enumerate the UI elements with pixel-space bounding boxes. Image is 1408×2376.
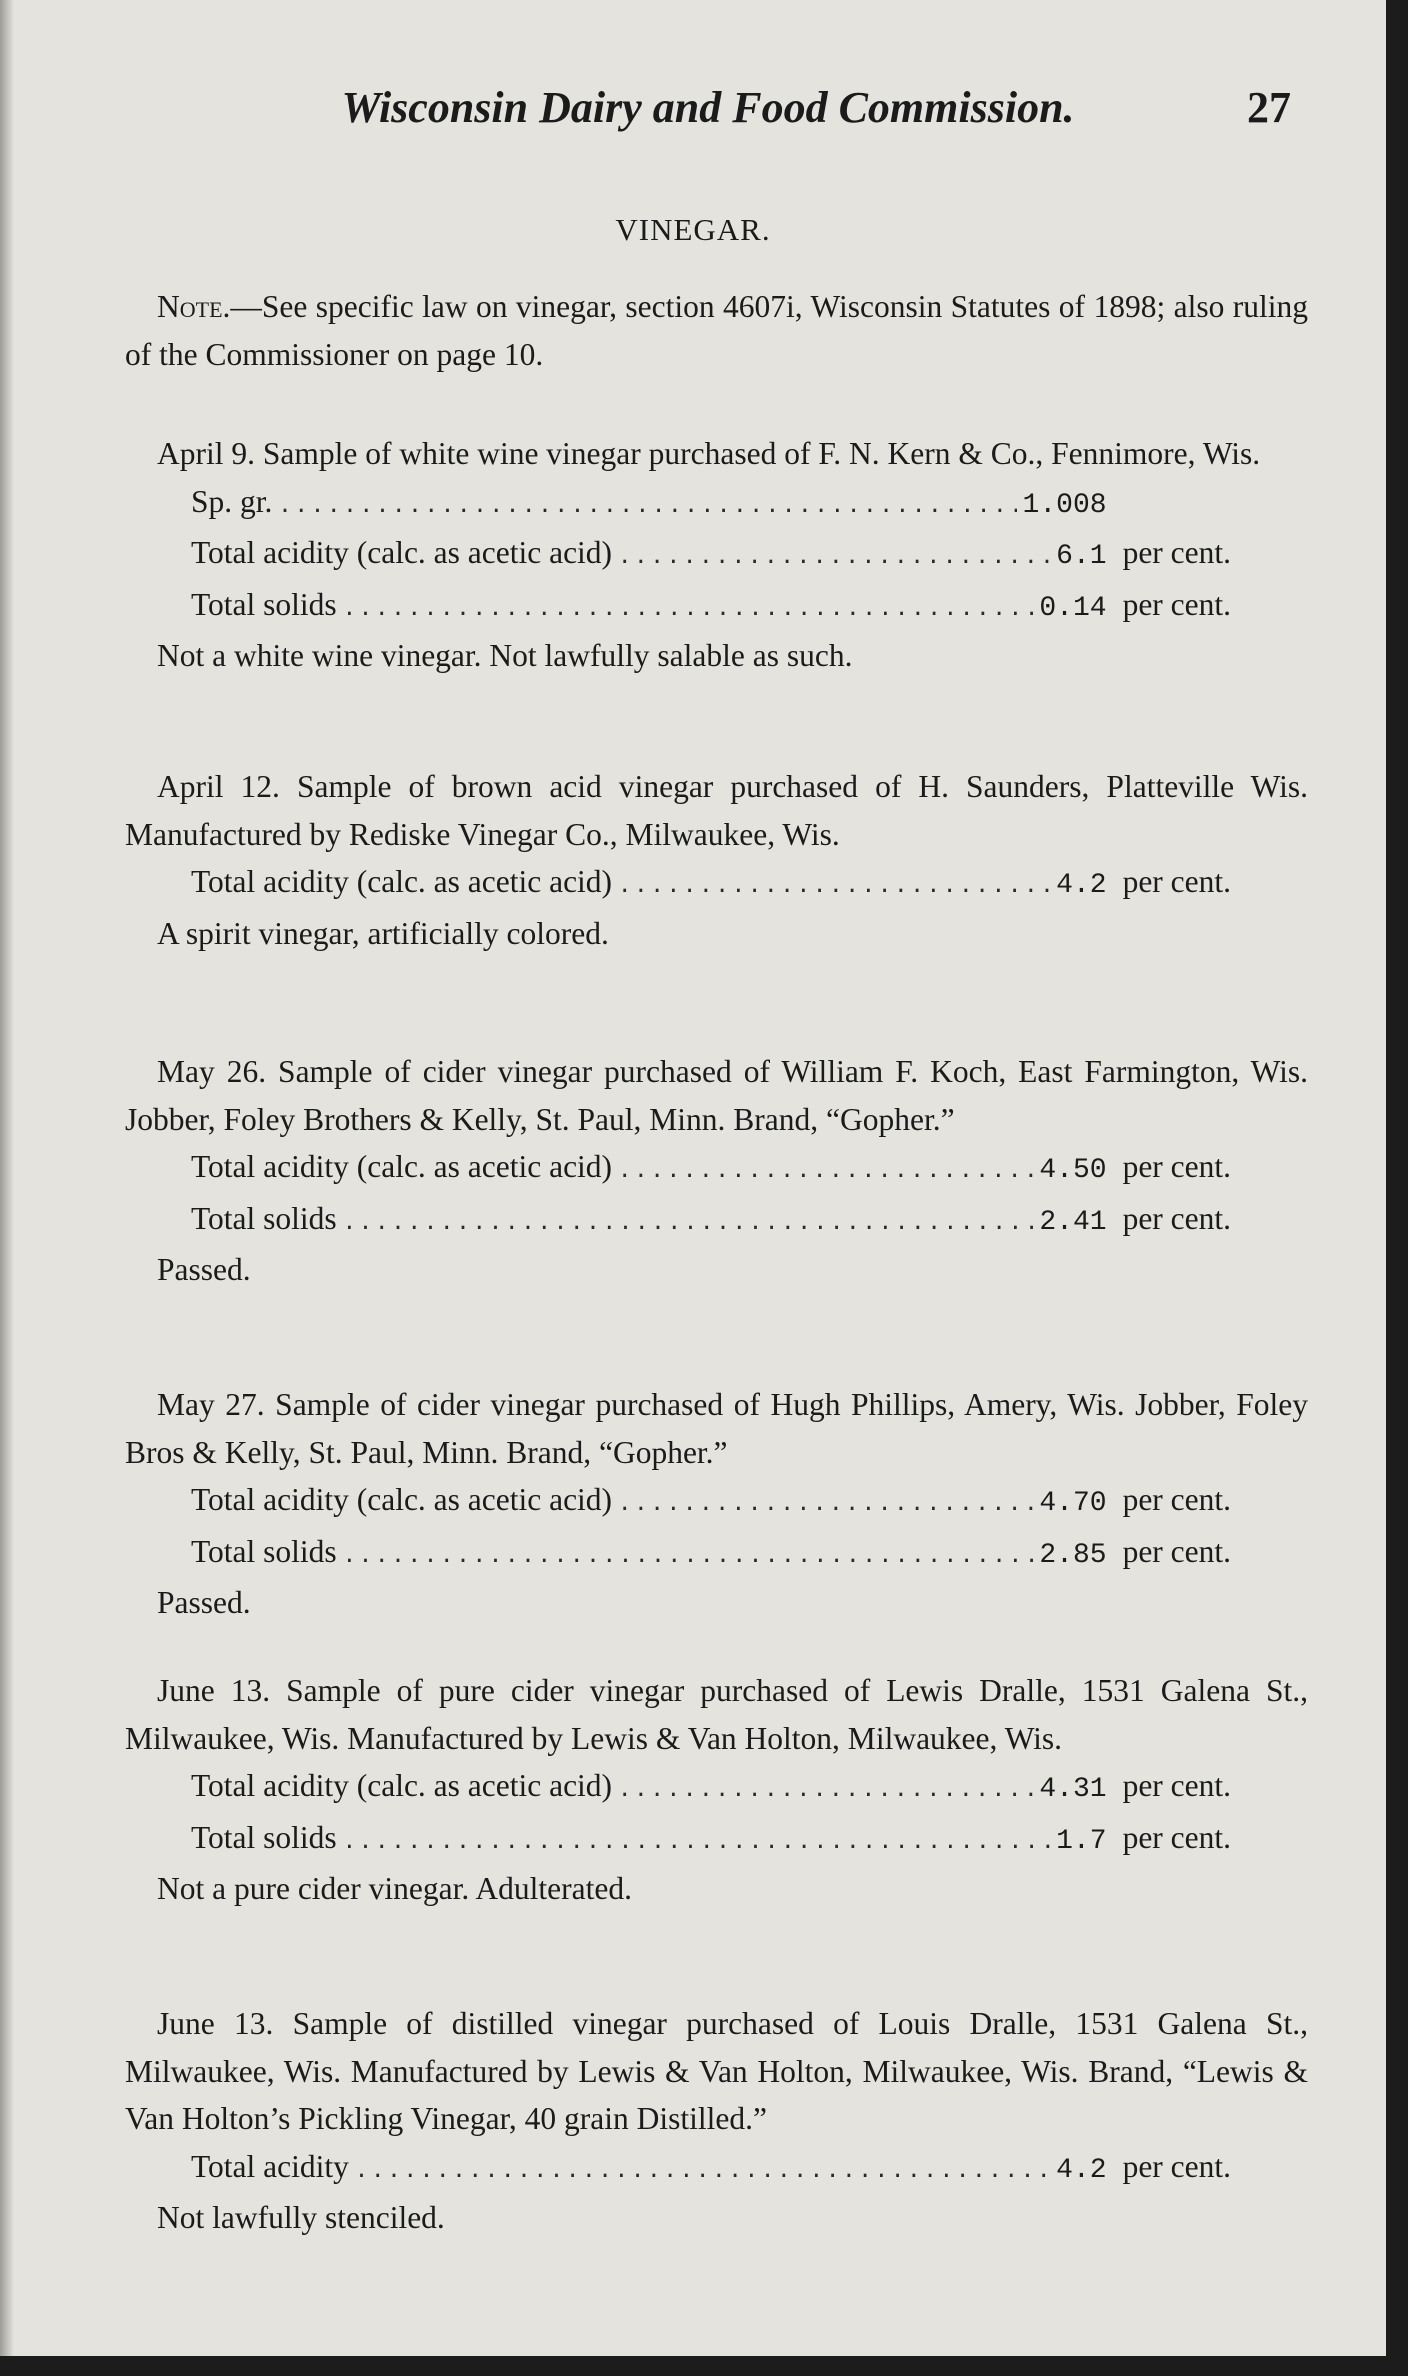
measurement-value: 0.14 bbox=[1039, 592, 1107, 624]
dot-leader bbox=[343, 585, 1034, 633]
sample-entry bbox=[125, 763, 1308, 957]
measurement-label: Sp. gr. bbox=[191, 483, 273, 519]
note-body: —See specific law on vinegar, section 4607i, Wisconsin Statutes of 1898; also ruling of the Commissioner on page 10. bbox=[125, 289, 1308, 372]
measurement-label: Total solids bbox=[191, 1200, 337, 1236]
sample-entry bbox=[125, 2000, 1308, 2242]
measurement-label: Total solids bbox=[191, 1533, 337, 1569]
measurement-value: 4.31 bbox=[1039, 1774, 1107, 1805]
measurement-row bbox=[125, 2143, 1231, 2195]
measurement-label: Total acidity (calc. as acetic acid) bbox=[191, 1482, 613, 1517]
measurement-value: 1.008 bbox=[1022, 489, 1107, 521]
measurement-value: 6.1 bbox=[1056, 541, 1107, 572]
dot-leader bbox=[618, 1480, 1033, 1528]
entry-description: April 9. Sample of white wine vinegar purchased of F. N. Kern & Co., Fennimore, Wis. bbox=[157, 436, 1261, 471]
measurement-value: 2.85 bbox=[1039, 1539, 1107, 1571]
measurement-label: Total acidity (calc. as acetic acid) bbox=[191, 864, 613, 899]
measurement-label: Total solids bbox=[191, 586, 337, 622]
measurement-unit: per cent. bbox=[1122, 535, 1231, 570]
measurement-unit: per cent. bbox=[1122, 2148, 1231, 2184]
entry-verdict: A spirit vinegar, artificially colored. bbox=[157, 915, 609, 951]
page-number: 27 bbox=[1247, 83, 1291, 132]
note-text bbox=[125, 283, 1308, 378]
entry-verdict: Not a pure cider vinegar. Adulterated. bbox=[157, 1871, 632, 1906]
dot-leader bbox=[618, 533, 1050, 581]
measurement-value: 4.2 bbox=[1056, 2154, 1107, 2186]
measurement-label: Total acidity (calc. as acetic acid) bbox=[191, 1768, 613, 1803]
measurement-value: 4.50 bbox=[1039, 1155, 1107, 1186]
measurement-unit: per cent. bbox=[1122, 1819, 1231, 1855]
measurement-label: Total acidity bbox=[191, 2148, 349, 2184]
measurement-value: 1.7 bbox=[1056, 1825, 1107, 1857]
entry-verdict: Not lawfully stenciled. bbox=[157, 2200, 445, 2235]
measurement-unit: per cent. bbox=[1122, 1482, 1231, 1517]
sample-entry bbox=[125, 1667, 1308, 1913]
running-head bbox=[125, 82, 1291, 142]
measurement-row bbox=[125, 1762, 1231, 1814]
measurement-row bbox=[125, 858, 1231, 910]
dot-leader bbox=[343, 1818, 1050, 1866]
measurement-row bbox=[125, 478, 1231, 530]
measurement-label: Total acidity (calc. as acetic acid) bbox=[191, 1149, 613, 1184]
entry-description: May 26. Sample of cider vinegar purchased of William F. Koch, East Farmington, Wis. Jobber, Foley Brothers & Kelly, St. Paul, Minn. Brand, “Gopher.” bbox=[125, 1054, 1308, 1137]
measurement-label: Total acidity (calc. as acetic acid) bbox=[191, 535, 613, 570]
measurement-row bbox=[125, 1528, 1231, 1580]
sample-entry bbox=[125, 430, 1308, 680]
dot-leader bbox=[618, 862, 1050, 910]
measurement-value: 4.2 bbox=[1056, 870, 1107, 901]
dot-leader bbox=[343, 1532, 1034, 1580]
measurement-unit: per cent. bbox=[1122, 1533, 1231, 1569]
measurement-unit: per cent. bbox=[1122, 1768, 1231, 1803]
measurement-row bbox=[125, 1195, 1231, 1247]
measurement-row bbox=[125, 581, 1231, 633]
entry-description: June 13. Sample of distilled vinegar purchased of Louis Dralle, 1531 Galena St., Milwaukee, Wis. Manufactured by Lewis & Van Holton, Milwaukee, Wis. Brand, “Lewis & Van Holton’s Pickling Vinegar, 40 grain Distilled.” bbox=[125, 2006, 1308, 2136]
dot-leader bbox=[343, 1199, 1034, 1247]
entry-description: June 13. Sample of pure cider vinegar purchased of Lewis Dralle, 1531 Galena St., Milwaukee, Wis. Manufactured by Lewis & Van Holton, Milwaukee, Wis. bbox=[125, 1673, 1308, 1756]
measurement-unit: per cent. bbox=[1122, 1149, 1231, 1184]
note-paragraph bbox=[125, 283, 1308, 378]
entry-verdict: Passed. bbox=[157, 1252, 251, 1287]
measurement-label: Total solids bbox=[191, 1819, 337, 1855]
dot-leader bbox=[355, 2147, 1050, 2195]
entry-verdict: Not a white wine vinegar. Not lawfully salable as such. bbox=[157, 638, 853, 673]
measurement-unit: per cent. bbox=[1122, 1200, 1231, 1236]
dot-leader bbox=[278, 482, 1016, 530]
measurement-value: 4.70 bbox=[1039, 1488, 1107, 1519]
note-label: Note. bbox=[157, 289, 231, 324]
measurement-row bbox=[125, 1143, 1231, 1195]
sample-entry bbox=[125, 1381, 1308, 1627]
running-title: Wisconsin Dairy and Food Commission. bbox=[341, 83, 1075, 132]
measurement-value: 2.41 bbox=[1039, 1206, 1107, 1238]
measurement-row bbox=[125, 1814, 1231, 1866]
entry-verdict: Passed. bbox=[157, 1585, 251, 1620]
dot-leader bbox=[618, 1766, 1033, 1814]
measurement-unit: per cent. bbox=[1122, 864, 1231, 899]
entry-description: April 12. Sample of brown acid vinegar purchased of H. Saunders, Platteville Wis. Manufactured by Rediske Vinegar Co., Milwaukee, Wis. bbox=[125, 769, 1308, 852]
sample-entry bbox=[125, 1048, 1308, 1294]
section-heading: VINEGAR. bbox=[615, 212, 771, 247]
measurement-row bbox=[125, 1476, 1231, 1528]
measurement-row bbox=[125, 529, 1231, 581]
entry-description: May 27. Sample of cider vinegar purchased of Hugh Phillips, Amery, Wis. Jobber, Foley Bros & Kelly, St. Paul, Minn. Brand, “Gopher.” bbox=[125, 1387, 1308, 1470]
dot-leader bbox=[618, 1147, 1033, 1195]
measurement-unit: per cent. bbox=[1122, 586, 1231, 622]
